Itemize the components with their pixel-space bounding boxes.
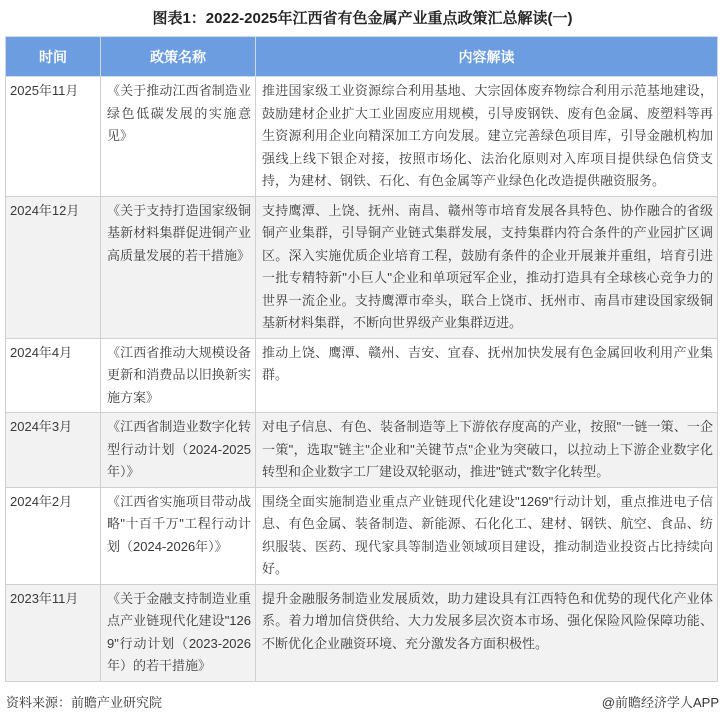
- cell-content: 围绕全面实施制造业重点产业链现代化建设"1269"行动计划，重点推进电子信息、有色金属、装备制造、新能源、石化化工、建材、钢铁、航空、食品、纺织服装、医药、现代家具等制造业领域项目建设，推动制造业投资占比持续向好。: [256, 487, 718, 584]
- cell-policy-name: 《江西省制造业数字化转型行动计划（2024-2025年）》: [101, 413, 256, 488]
- footer: [6, 694, 719, 712]
- cell-content: 支持鹰潭、上饶、抚州、南昌、赣州等市培育发展各具特色、协作融合的省级铜产业集群，引导铜产业链式集群发展，支持集群内符合条件的产业园扩区调区。深入实施优质企业培育工程，鼓励有条件的企业开展兼并重组，培育引进一批专精特新"小巨人"企业和单项冠军企业，推动打造具有全球核心竞争力的世界一流企业。支持鹰潭市牵头，联合上饶市、抚州市、南昌市建设国家级铜基新材料集群，不断向世界级产业集群迈进。: [256, 196, 718, 338]
- cell-policy-name: 《江西省实施项目带动战略"十百千万"工程行动计划（2024-2026年）》: [101, 487, 256, 584]
- cell-policy-name: 《关于金融支持制造业重点产业链现代化建设"1269"行动计划（2023-2026年）的若干措施》: [101, 584, 256, 681]
- cell-content: 对电子信息、有色、装备制造等上下游依存度高的产业，按照"一链一策、一企一策"，选取"链主"企业和"关键节点"企业为突破口，以拉动上下游企业数字化转型和企业数字工厂建设双轮驱动，推进"链式"数字化转型。: [256, 413, 718, 488]
- cell-policy-name: 《关于推动江西省制造业绿色低碳发展的实施意见》: [101, 77, 256, 197]
- cell-time: 2023年11月: [6, 584, 101, 681]
- source-note: 资料来源：前瞻产业研究院: [6, 694, 163, 710]
- table-row: [6, 196, 718, 338]
- cell-time: 2024年4月: [6, 338, 101, 413]
- cell-time: 2025年11月: [6, 77, 101, 197]
- cell-policy-name: 《江西省推动大规模设备更新和消费品以旧换新实施方案》: [101, 338, 256, 413]
- header-time: 时间: [6, 37, 101, 77]
- cell-time: 2024年12月: [6, 196, 101, 338]
- cell-time: 2024年2月: [6, 487, 101, 584]
- cell-content: 推进国家级工业资源综合利用基地、大宗固体废弃物综合利用示范基地建设，鼓励建材企业扩大工业固废应用规模，引导废钢铁、废有色金属、废塑料等再生资源利用企业向精深加工方向发展。建立完善绿色项目库，引导金融机构加强线上线下银企对接，按照市场化、法治化原则对入库项目提供绿色信贷支持，为建材、钢铁、石化、有色金属等产业绿色化改造提供融资服务。: [256, 77, 718, 197]
- chart-title: 图表1：2022-2025年江西省有色金属产业重点政策汇总解读(一): [152, 10, 573, 27]
- table-row: [6, 487, 718, 584]
- table-header-row: [6, 37, 718, 77]
- table-row: [6, 338, 718, 413]
- table-row: [6, 584, 718, 681]
- credit-note: @前瞻经济学人APP: [601, 694, 719, 710]
- cell-time: 2024年3月: [6, 413, 101, 488]
- header-policy-name: 政策名称: [101, 37, 256, 77]
- header-content: 内容解读: [256, 37, 718, 77]
- table-row: [6, 77, 718, 197]
- cell-content: 推动上饶、鹰潭、赣州、吉安、宜春、抚州加快发展有色金属回收利用产业集群。: [256, 338, 718, 413]
- policy-table: [5, 36, 718, 682]
- cell-content: 提升金融服务制造业发展质效，助力建设具有江西特色和优势的现代化产业体系。着力增加信贷供给、大力发展多层次资本市场、强化保险风险保障功能、不断优化企业融资环境、充分激发各方面积极性。: [256, 584, 718, 681]
- table-row: [6, 413, 718, 488]
- cell-policy-name: 《关于支持打造国家级铜基新材料集群促进铜产业高质量发展的若干措施》: [101, 196, 256, 338]
